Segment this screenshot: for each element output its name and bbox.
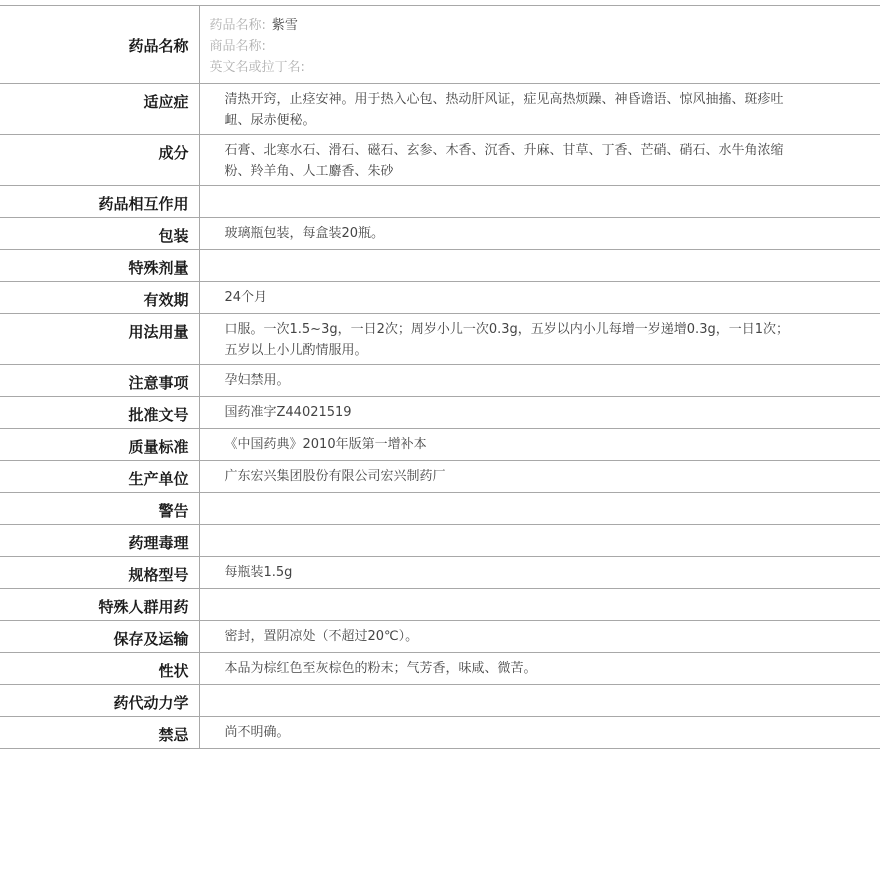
row-interactions	[0, 186, 880, 218]
row-label: 用法用量	[0, 314, 199, 365]
row-label: 药代动力学	[0, 685, 199, 717]
row-value: 玻璃瓶包装，每盒装20瓶。	[224, 226, 385, 241]
row-value: 尚不明确。	[224, 725, 290, 740]
row-label: 药理毒理	[0, 525, 199, 557]
row-label: 生产单位	[0, 461, 199, 493]
row-pharmacokinetics	[0, 685, 880, 717]
row-value: 24个月	[224, 290, 268, 305]
row-warning	[0, 493, 880, 525]
row-label: 适应症	[0, 84, 199, 135]
row-approval-number	[0, 397, 880, 429]
row-label: 保存及运输	[0, 621, 199, 653]
row-description	[0, 653, 880, 685]
row-label: 规格型号	[0, 557, 199, 589]
row-label: 禁忌	[0, 717, 199, 749]
row-package	[0, 218, 880, 250]
row-value: 清热开窍，止痉安神。用于热入心包、热动肝风证，症见高热烦躁、神昏谵语、惊风抽搐、斑疹吐衄、尿赤便秘。	[224, 92, 784, 128]
generic-name-value: 紫雪	[271, 18, 298, 33]
row-label: 特殊剂量	[0, 250, 199, 282]
row-value: 每瓶装1.5g	[224, 565, 293, 580]
row-drug-name	[0, 6, 880, 84]
row-label: 药品名称	[0, 6, 199, 84]
row-label: 药品相互作用	[0, 186, 199, 218]
row-label: 有效期	[0, 282, 199, 314]
drug-info-table	[0, 5, 880, 749]
row-quality-standard	[0, 429, 880, 461]
row-special-population	[0, 589, 880, 621]
row-value: 本品为棕红色至灰棕色的粉末；气芳香，味咸、微苦。	[224, 661, 537, 676]
row-label: 成分	[0, 135, 199, 186]
row-value: 口服。一次1.5~3g，一日2次；周岁小儿一次0.3g，五岁以内小儿每增一岁递增0.3g，一日1次；五岁以上小儿酌情服用。	[224, 322, 789, 358]
row-shelf-life	[0, 282, 880, 314]
row-value: 广东宏兴集团股份有限公司宏兴制药厂	[224, 469, 446, 484]
trade-name-key: 商品名称:	[209, 39, 266, 54]
row-label: 注意事项	[0, 365, 199, 397]
row-value: 《中国药典》2010年版第一增补本	[224, 437, 427, 452]
row-value: 孕妇禁用。	[224, 373, 290, 388]
latin-name-key: 英文名或拉丁名:	[209, 60, 305, 75]
row-precautions	[0, 365, 880, 397]
row-value: 密封，置阴凉处（不超过20℃）。	[224, 629, 419, 644]
row-value: 国药准字Z44021519	[224, 405, 352, 420]
row-label: 包装	[0, 218, 199, 250]
generic-name-key: 药品名称:	[209, 18, 266, 33]
trade-name-line	[210, 36, 880, 57]
row-label: 质量标准	[0, 429, 199, 461]
row-label: 性状	[0, 653, 199, 685]
row-special-dosage	[0, 250, 880, 282]
row-pharmacology	[0, 525, 880, 557]
row-manufacturer	[0, 461, 880, 493]
latin-name-line	[210, 57, 880, 78]
row-specification	[0, 557, 880, 589]
row-storage	[0, 621, 880, 653]
row-ingredients	[0, 135, 880, 186]
row-dosage	[0, 314, 880, 365]
row-label: 特殊人群用药	[0, 589, 199, 621]
row-label: 警告	[0, 493, 199, 525]
drug-name-block	[199, 6, 880, 84]
generic-name-line	[210, 15, 880, 36]
row-label: 批准文号	[0, 397, 199, 429]
row-indications	[0, 84, 880, 135]
row-contraindications	[0, 717, 880, 749]
row-value: 石膏、北寒水石、滑石、磁石、玄参、木香、沉香、升麻、甘草、丁香、芒硝、硝石、水牛角浓缩粉、羚羊角、人工麝香、朱砂	[224, 143, 784, 179]
